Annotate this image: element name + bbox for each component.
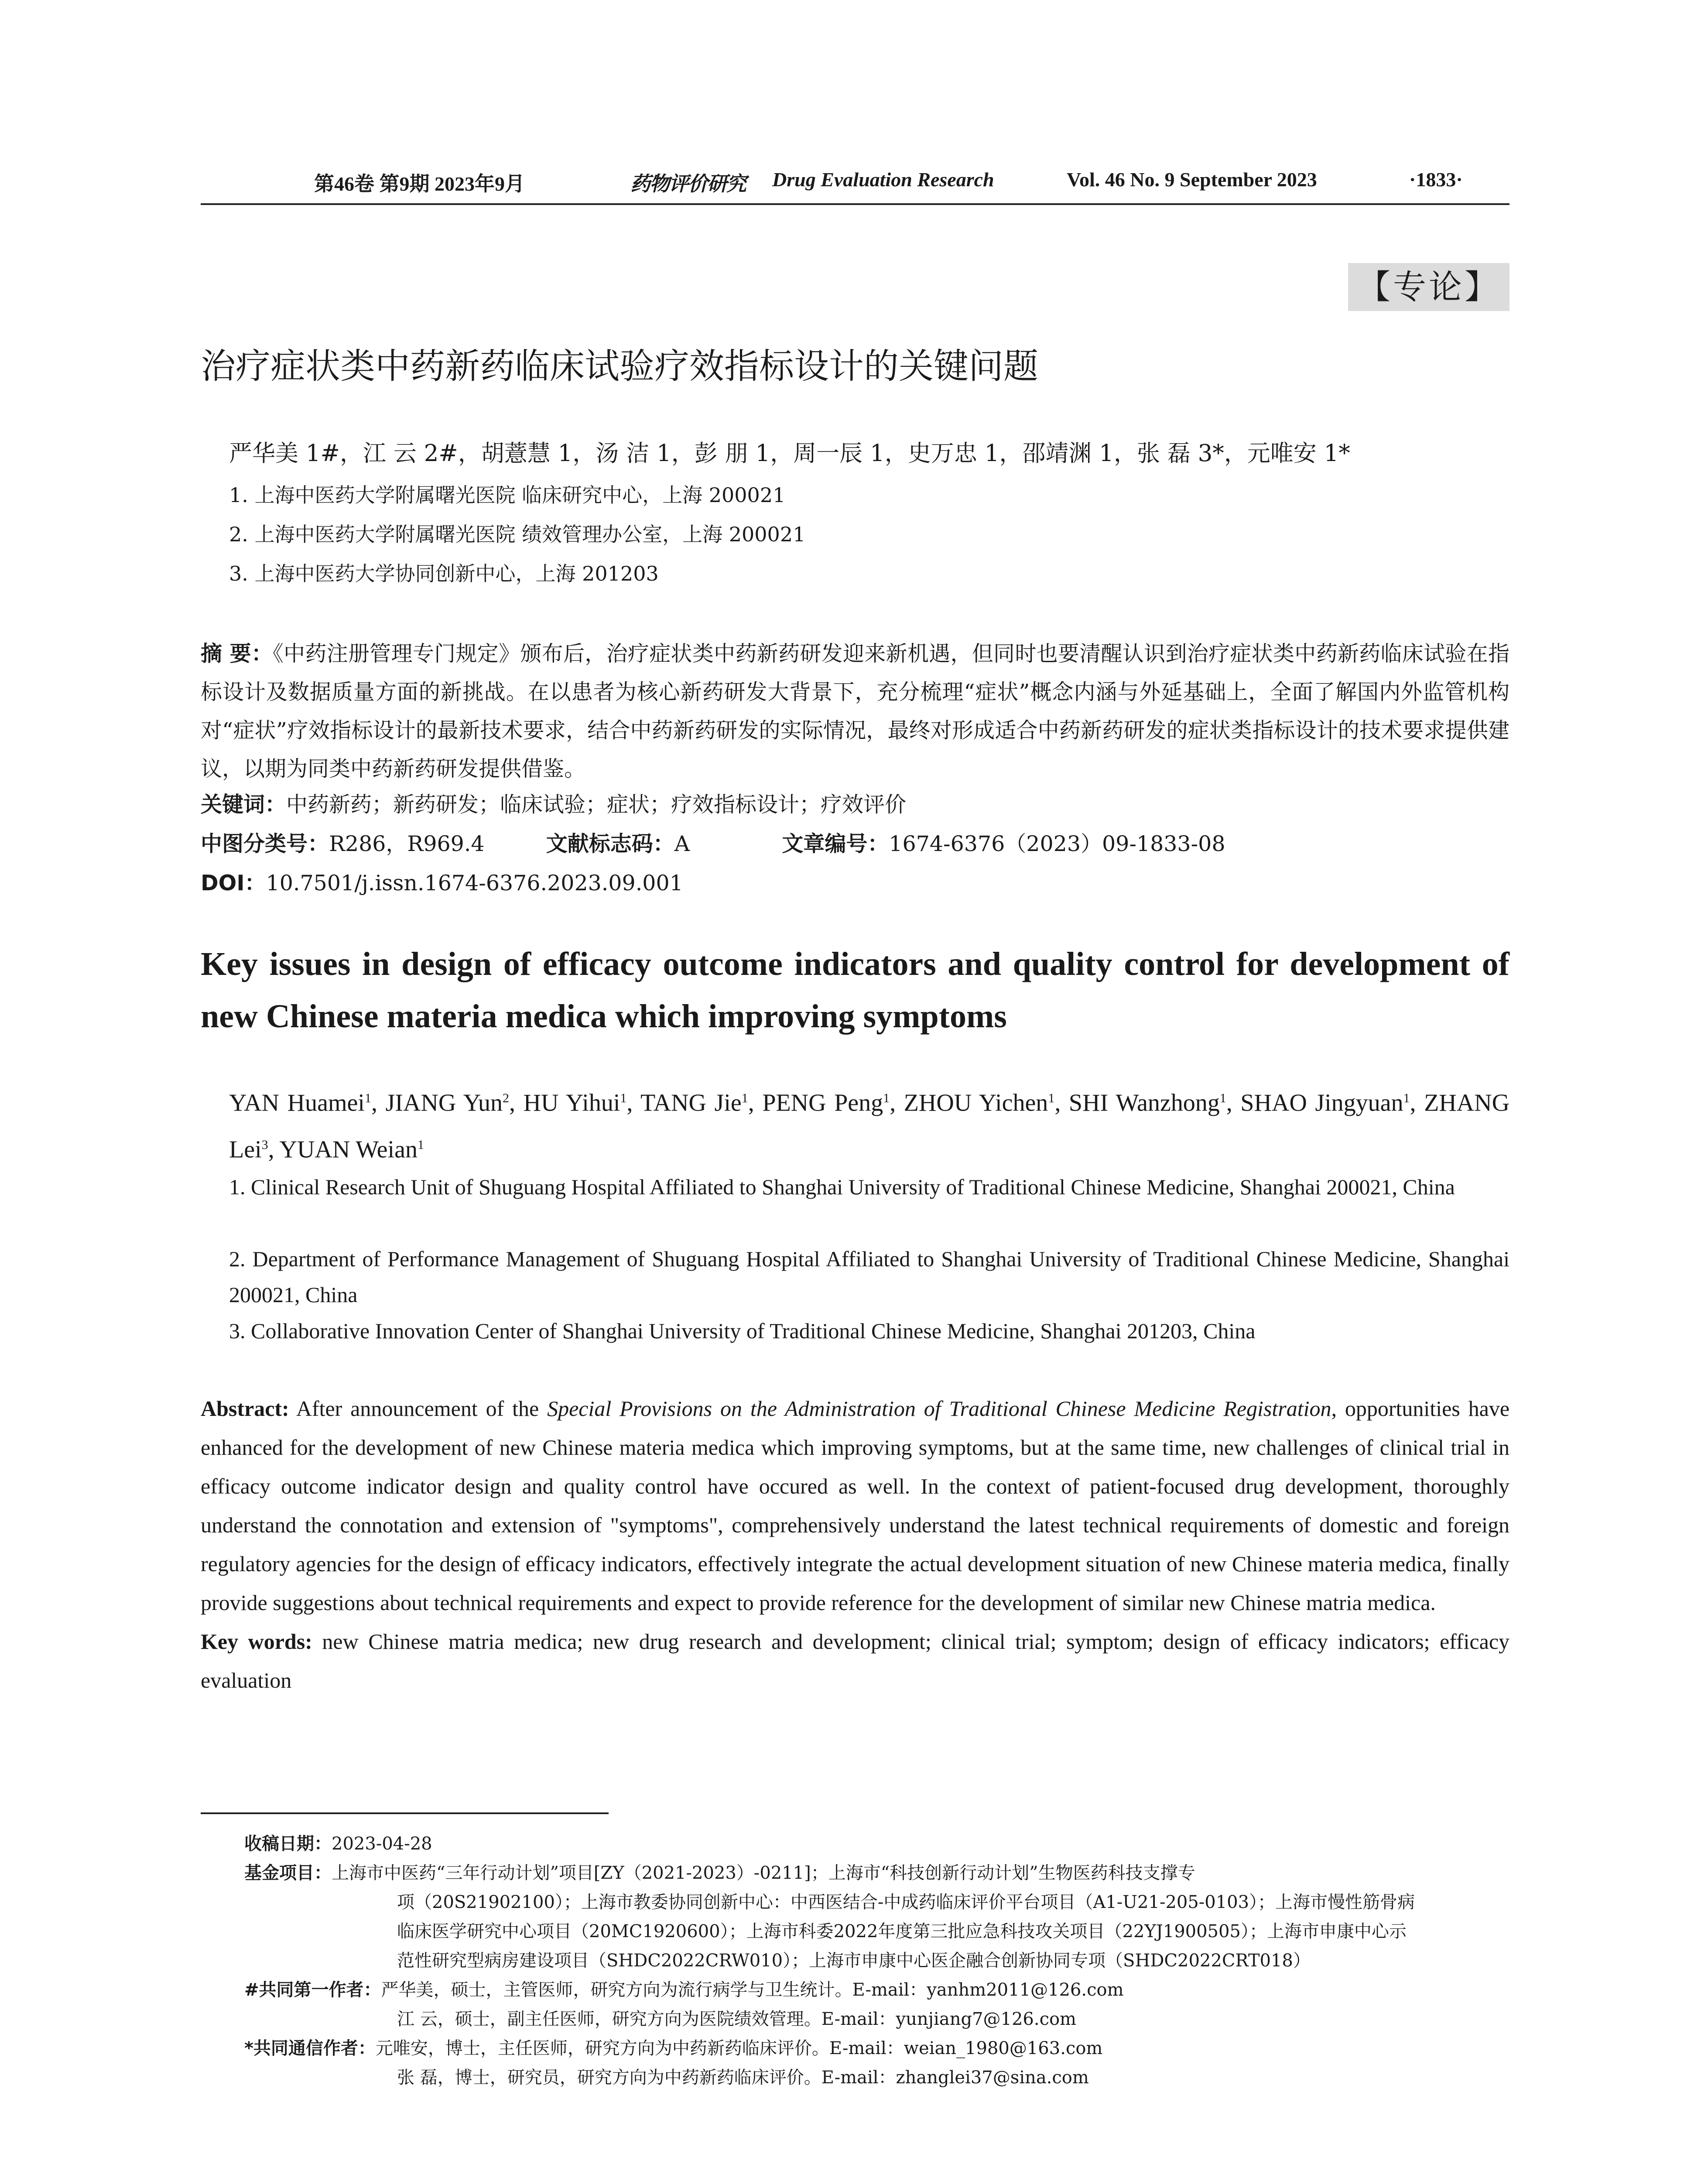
- affiliation-en-3: 3. Collaborative Innovation Center of Shanghai University of Traditional Chinese Medicine, Shanghai 201203, China: [229, 1319, 1256, 1343]
- author-sup: 1: [417, 1137, 424, 1152]
- fund-line-3: 临床医学研究中心项目（20MC1920600）；上海市科委2022年度第三批应急科技攻关项目（22YJ1900505）；上海市申康中心示: [397, 1921, 1407, 1942]
- fund-line-2: 项（20S21902100）；上海市教委协同创新中心：中西医结合-中成药临床评价平台项目（A1-U21-205-0103）；上海市慢性筋骨病: [397, 1892, 1415, 1912]
- author-en: SHI Wanzhong: [1068, 1089, 1220, 1117]
- received-value: 2023-04-28: [332, 1834, 432, 1854]
- doi-label: DOI：: [201, 871, 266, 896]
- fund-text-first: 上海市中医药“三年行动计划”项目[ZY（2021-2023）-0211]；上海市“科技创新行动计划”生物医药科技支撑专: [332, 1863, 1195, 1883]
- abstract-en-italic: Special Provisions on the Administration of Traditional Chinese Medicine Registration: [547, 1396, 1331, 1421]
- corresponding-line-2: 张 磊，博士，研究员，研究方向为中药新药临床评价。E-mail：zhanglei37@sina.com: [397, 2068, 1089, 2088]
- doi-line: [201, 866, 1509, 901]
- first-author-1: 严华美，硕士，主管医师，研究方向为流行病学与卫生统计。E-mail：yanhm2011@126.com: [381, 1980, 1124, 2000]
- abstract-en-pre: After announcement of the: [296, 1396, 539, 1421]
- running-header: [201, 168, 1527, 198]
- authors-en: YAN Huamei$^1$, JIANG Yun$^2$, HU Yihui$^1$, TANG Jie$^1$, PENG Peng$^1$, ZHOU Yichen$^1$, SHI Wanzhong$^1$, SHAO Jingyuan$^1$, ZHANG Lei$^3$, YUAN Weian$^1$: [229, 1089, 1510, 1163]
- clc-label: 中图分类号：: [201, 831, 329, 856]
- affiliation-cn-3: 3. 上海中医药大学协同创新中心，上海 201203: [229, 562, 659, 585]
- journal-logo: 药物评价研究: [630, 173, 746, 195]
- page-number: ·1833·: [1409, 168, 1463, 191]
- author-en: HU Yihui: [523, 1089, 620, 1117]
- doc-code-value: A: [674, 831, 690, 856]
- header-rule: [201, 203, 1509, 205]
- clc-value: R286，R969.4: [329, 831, 485, 856]
- first-author-line-2: 江 云，硕士，副主任医师，研究方向为医院绩效管理。E-mail：yunjiang7@126.com: [397, 2009, 1076, 2029]
- abstract-en: [201, 1389, 1509, 1700]
- fund-line-1: [244, 1859, 1509, 1887]
- author-en: PENG Peng: [762, 1089, 883, 1117]
- author-sup: 1: [1219, 1091, 1226, 1105]
- title-en: Key issues in design of efficacy outcome indicators and quality control for development of new Chinese materia medica which improving symptoms: [201, 946, 1509, 1035]
- author-sup: 1: [1048, 1091, 1055, 1105]
- classification-line: [201, 827, 1509, 861]
- affiliation-en-2: 2. Department of Performance Management of Shuguang Hospital Affiliated to Shanghai University of Traditional Chinese Medicine, Shanghai 200021, China: [229, 1247, 1509, 1307]
- author-sup: 2: [503, 1091, 509, 1105]
- corresponding-1: 元唯安，博士，主任医师，研究方向为中药新药临床评价。E-mail：weian_1980@163.com: [375, 2038, 1103, 2058]
- author-sup: 3: [261, 1137, 268, 1152]
- section-tag: 【专论】: [1348, 263, 1509, 311]
- affiliation-cn-2: 2. 上海中医药大学附属曙光医院 绩效管理办公室，上海 200021: [229, 523, 806, 546]
- journal-name-en: Drug Evaluation Research: [772, 168, 994, 191]
- first-author-label: #共同第一作者：: [244, 1980, 381, 2000]
- author-sup: 1: [620, 1091, 627, 1105]
- title-cn: 治疗症状类中药新药临床试验疗效指标设计的关键问题: [201, 346, 1038, 386]
- abstract-cn-text: 《中药注册管理专门规定》颁布后，治疗症状类中药新药研发迎来新机遇，但同时也要清醒认识到治疗症状类中药新药临床试验在指标设计及数据质量方面的新挑战。在以患者为核心新药研发大背景下，充分梳理“症状”概念内涵与外延基础上，全面了解国内外监管机构对“症状”疗效指标设计的最新技术要求，结合中药新药研发的实际情况，最终对形成适合中药新药研发的症状类指标设计的技术要求提供建议，以期为同类中药新药研发提供借鉴。: [201, 641, 1509, 781]
- keywords-cn-label: 关键词：: [201, 792, 287, 817]
- article-number-value: 1674-6376（2023）09-1833-08: [889, 831, 1225, 856]
- abstract-cn: [201, 635, 1509, 788]
- author-sup: 1: [883, 1091, 890, 1105]
- author-en: ZHOU Yichen: [904, 1089, 1048, 1117]
- affiliation-cn-1: 1. 上海中医药大学附属曙光医院 临床研究中心，上海 200021: [229, 483, 786, 507]
- author-en: JIANG Yun: [385, 1089, 503, 1117]
- authors-cn: 严华美 1#，江 云 2#，胡薏慧 1，汤 洁 1，彭 朋 1，周一辰 1，史万忠 1，邵靖渊 1，张 磊 3*，元唯安 1*: [229, 440, 1350, 467]
- header-volume-en: Vol. 46 No. 9 September 2023: [1067, 168, 1317, 191]
- corresponding-label: *共同通信作者：: [244, 2038, 376, 2058]
- doi-value: 10.7501/j.issn.1674-6376.2023.09.001: [266, 871, 683, 896]
- abstract-en-label: Abstract:: [201, 1396, 289, 1421]
- abstract-en-post: , opportunities have enhanced for the development of new Chinese materia medica which improving symptoms, but at the same time, new challenges of clinical trial in efficacy outcome indicator design and quality control have occured as well. In the context of patient-focused drug development, thoroughly understand the connotation and extension of "symptoms", comprehensively understand the latest technical requirements of domestic and foreign regulatory agencies for the design of efficacy indicators, effectively integrate the actual development situation of new Chinese materia medica, finally provide suggestions about technical requirements and expect to provide reference for the development of similar new Chinese matria medica.: [201, 1396, 1510, 1615]
- author-en: ZHANG Lei: [229, 1089, 1510, 1163]
- author-en: YUAN Weian: [279, 1136, 418, 1163]
- author-sup: 1: [364, 1091, 371, 1105]
- doc-code-label: 文献标志码：: [546, 831, 674, 856]
- first-author-line-1: [244, 1976, 1509, 2004]
- fund-line-4: 范性研究型病房建设项目（SHDC2022CRW010）；上海市申康中心医企融合创新协同专项（SHDC2022CRT018）: [397, 1951, 1311, 1971]
- author-en: TANG Jie: [640, 1089, 742, 1117]
- header-issue-cn: 第46卷 第9期 2023年9月: [314, 173, 525, 195]
- keywords-en-label: Key words:: [201, 1629, 312, 1654]
- author-sup: 1: [741, 1091, 748, 1105]
- article-number-label: 文章编号：: [782, 831, 889, 856]
- keywords-cn: [201, 787, 1509, 822]
- keywords-en-text: new Chinese matria medica; new drug research and development; clinical trial; symptom; design of efficacy indicators; efficacy evaluation: [201, 1629, 1510, 1692]
- author-en: YAN Huamei: [229, 1089, 365, 1117]
- received-date: [244, 1830, 1509, 1858]
- author-en: SHAO Jingyuan: [1240, 1089, 1403, 1117]
- fund-label: 基金项目：: [244, 1863, 332, 1883]
- received-label: 收稿日期：: [244, 1834, 332, 1854]
- footnote-rule: [201, 1812, 609, 1814]
- abstract-cn-label: 摘 要：: [201, 641, 273, 666]
- keywords-cn-text: 中药新药；新药研发；临床试验；症状；疗效指标设计；疗效评价: [286, 792, 907, 817]
- affiliation-en-1: 1. Clinical Research Unit of Shuguang Hospital Affiliated to Shanghai University of Traditional Chinese Medicine, Shanghai 200021, China: [229, 1175, 1455, 1199]
- corresponding-line-1: [244, 2034, 1509, 2062]
- author-sup: 1: [1403, 1091, 1410, 1105]
